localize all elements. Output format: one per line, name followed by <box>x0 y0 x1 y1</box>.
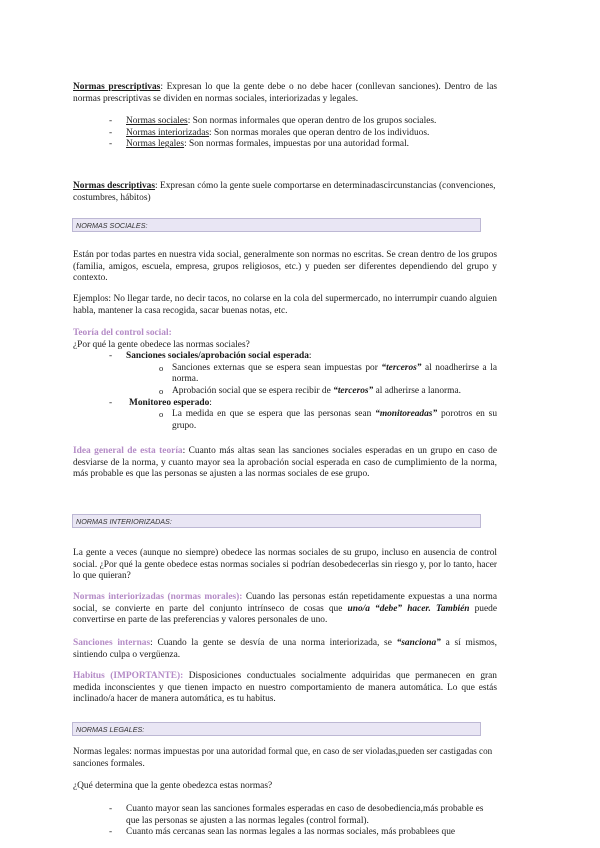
sanction-sub-1: o Sanciones externas que se espera sean impuestas por “terceros” al noadherirse a la norma. <box>73 363 497 386</box>
social-intro: Están por todas partes en nuestra vida social, generalmente son normas no escritas. Se crean dentro de los grupos (familia, amigos, escuela, empresa, grupos religiosos, etc.) y pueden ser diferentes dependiendo del grupo y contexto. <box>73 250 497 284</box>
section-header-legal: NORMAS LEGALES: <box>72 722 481 736</box>
theory-question: ¿Por qué la gente obedece las normas sociales? <box>73 339 250 350</box>
descriptive-term: Normas descriptivas <box>73 181 156 191</box>
section-header-internal: NORMAS INTERIORIZADAS: <box>72 514 481 528</box>
moral-paragraph: Normas interiorizadas (normas morales): Cuando las personas están repetidamente expuestas a una norma social, se convierte en parte del conjunto intrínseco de cosas que uno/a “debe” hacer. También puede convertirse en parte de las preferencias y valores personales de uno. <box>73 592 498 626</box>
habitus-paragraph: Habitus (IMPORTANTE): Disposiciones conductuales socialmente adquiridas que permanecen en gran medida inconscientes y que tienen impacto en nuestro comportamiento de manera automática. Lo que estás inclinado/a hacer de manera automática, es tu habitus. <box>73 671 497 705</box>
theory-title: Teoría del control social: <box>73 328 172 338</box>
monitor-sub-1: o La medida en que se espera que las personas sean “monitoreadas” porotros en su grupo. <box>73 409 497 432</box>
internal-intro: La gente a veces (aunque no siempre) obedece las normas sociales de su grupo, incluso en ausencia de control social. ¿Por qué la gente obedece estas normas sociales si podrían desobedecerlas sin riesgo y, por lo tanto, hacer lo que quieran? <box>73 548 497 582</box>
list-item: - Normas sociales: Son normas informales que operan dentro de los grupos sociales. <box>73 116 497 128</box>
prescriptive-list <box>73 116 497 151</box>
prescriptive-term: Normas prescriptivas <box>73 82 161 92</box>
legal-question: ¿Qué determina que la gente obedezca estas normas? <box>73 781 273 791</box>
descriptive-desc: : Expresan cómo la gente suele comportarse en determinadascircunstancias (convenciones, costumbres, hábitos) <box>73 181 496 203</box>
legal-list <box>73 804 497 839</box>
prescriptive-paragraph <box>73 82 497 105</box>
list-item: - Cuanto mayor sean las sanciones formales esperadas en caso de desobediencia,más probable es que las personas se ajusten a las normas legales (control formal). <box>73 804 497 827</box>
sanctions-item: - Sanciones sociales/aprobación social esperada: <box>73 351 497 363</box>
sanction-sub-2: o Aprobación social que se espera recibir de “terceros” al adherirse a lanorma. <box>73 386 497 398</box>
idea-paragraph: Idea general de esta teoría: Cuanto más altas sean las sanciones sociales esperadas en un grupo en caso de desviarse de la norma, y cuanto mayor sea la aprobación social esperada en caso de cumplimiento de la norma, más probable es que las personas se ajusten a las normas sociales de ese grupo. <box>73 446 497 480</box>
list-item: - Normas legales: Son normas formales, impuestas por una autoridad formal. <box>73 139 497 151</box>
section-header-social: NORMAS SOCIALES: <box>72 218 481 232</box>
list-item: - Normas interiorizadas: Son normas morales que operan dentro de los individuos. <box>73 128 497 140</box>
legal-intro: Normas legales: normas impuestas por una autoridad formal que, en caso de ser violadas,pueden ser castigadas con sanciones formales. <box>73 746 493 768</box>
monitor-item: - Monitoreo esperado: <box>73 398 497 410</box>
theory-block <box>73 328 497 432</box>
social-examples: Ejemplos: No llegar tarde, no decir tacos, no colarse en la cola del supermercado, no interrumpir cuando alguien habla, mantener la casa recogida, sacar buenas notas, etc. <box>73 294 497 316</box>
prescriptive-desc: : Expresan lo que la gente debe o no debe hacer (conllevan sanciones). Dentro de las normas prescriptivas se dividen en normas sociales, interiorizadas y legales. <box>73 82 498 104</box>
list-item: - Cuanto más cercanas sean las normas legales a las normas sociales, más probablees que <box>73 827 497 839</box>
descriptive-paragraph <box>73 181 497 204</box>
internal-sanctions-paragraph: Sanciones internas: Cuando la gente se desvía de una norma interiorizada, se “sanciona” a sí mismos, sintiendo culpa o vergüenza. <box>73 638 497 660</box>
